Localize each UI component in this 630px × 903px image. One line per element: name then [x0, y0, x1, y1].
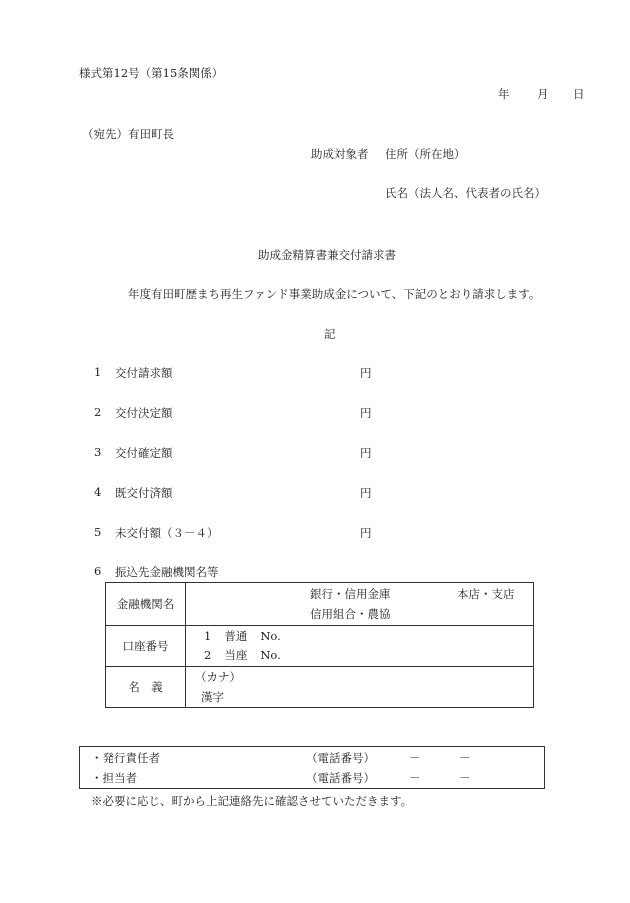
- phone-separator: －: [459, 751, 471, 765]
- item-number: 1: [94, 365, 102, 379]
- holder-row: [106, 667, 534, 708]
- institution-types-2: 信用組合・農協: [310, 607, 391, 621]
- item-label: 交付決定額: [115, 406, 173, 420]
- item-unit: 円: [360, 406, 372, 420]
- item-label: 交付確定額: [115, 446, 173, 460]
- phone-separator: －: [409, 771, 421, 785]
- item-label: 既交付済額: [115, 486, 173, 500]
- item-number: 4: [94, 485, 102, 499]
- institution-row: [106, 583, 534, 626]
- bank-section-number: 6: [94, 564, 102, 578]
- body-text: 年度有田町歴まち再生ファンド事業助成金について、下記のとおり請求します。: [128, 287, 541, 301]
- holder-cell[interactable]: [186, 667, 534, 708]
- item-unit: 円: [360, 486, 372, 500]
- phone-separator: －: [459, 771, 471, 785]
- page-title: 助成金精算書兼交付請求書: [258, 248, 396, 262]
- institution-cell[interactable]: [186, 583, 534, 626]
- holder-label: 名 義: [106, 667, 186, 708]
- account-number-label: No.: [260, 629, 281, 643]
- item-unit: 円: [360, 446, 372, 460]
- account-option-2[interactable]: [204, 647, 281, 663]
- bank-table: [105, 582, 534, 708]
- date-month: 月: [537, 87, 549, 101]
- account-option-1-number: 1: [204, 629, 212, 643]
- institution-label: 金融機関名: [106, 583, 186, 626]
- contact-phone-label: （電話番号）: [306, 771, 375, 785]
- holder-kana: （カナ）: [195, 670, 241, 684]
- form-number: 様式第12号（第15条関係）: [79, 66, 224, 80]
- institution-types-1: 銀行・信用金庫: [310, 587, 391, 601]
- account-option-2-number: 2: [204, 648, 212, 662]
- confirmation-note: ※必要に応じ、町から上記連絡先に確認させていただきます。: [91, 794, 413, 808]
- item-unit: 円: [360, 366, 372, 380]
- item-unit: 円: [360, 526, 372, 540]
- item-number: 5: [94, 525, 102, 539]
- account-option-1[interactable]: [204, 628, 281, 644]
- applicant-address: 住所（所在地）: [385, 147, 466, 161]
- account-option-2-label: 当座: [224, 648, 248, 662]
- contact-role: ・発行責任者: [91, 751, 160, 765]
- item-label: 未交付額（３－４）: [115, 526, 219, 540]
- item-number: 3: [94, 445, 102, 459]
- date-day: 日: [573, 87, 585, 101]
- item-number: 2: [94, 405, 102, 419]
- phone-separator: －: [409, 751, 421, 765]
- item-label: 交付請求額: [115, 366, 173, 380]
- contact-role: ・担当者: [91, 771, 137, 785]
- holder-kanji: 漢字: [201, 690, 224, 704]
- account-number-label: No.: [260, 648, 281, 662]
- account-row: [106, 626, 534, 667]
- ki-heading: 記: [324, 327, 336, 341]
- applicant-name: 氏名（法人名、代表者の氏名）: [385, 186, 546, 200]
- account-label: 口座番号: [106, 626, 186, 667]
- account-cell[interactable]: [186, 626, 534, 667]
- bank-section-label: 振込先金融機関名等: [115, 565, 219, 579]
- applicant-label: 助成対象者: [311, 147, 369, 161]
- contact-phone-label: （電話番号）: [306, 751, 375, 765]
- account-option-1-label: 普通: [224, 629, 248, 643]
- branch-types: 本店・支店: [457, 587, 515, 601]
- contact-box: [79, 746, 545, 789]
- addressee: （宛先）有田町長: [82, 127, 174, 141]
- date-year: 年: [498, 87, 510, 101]
